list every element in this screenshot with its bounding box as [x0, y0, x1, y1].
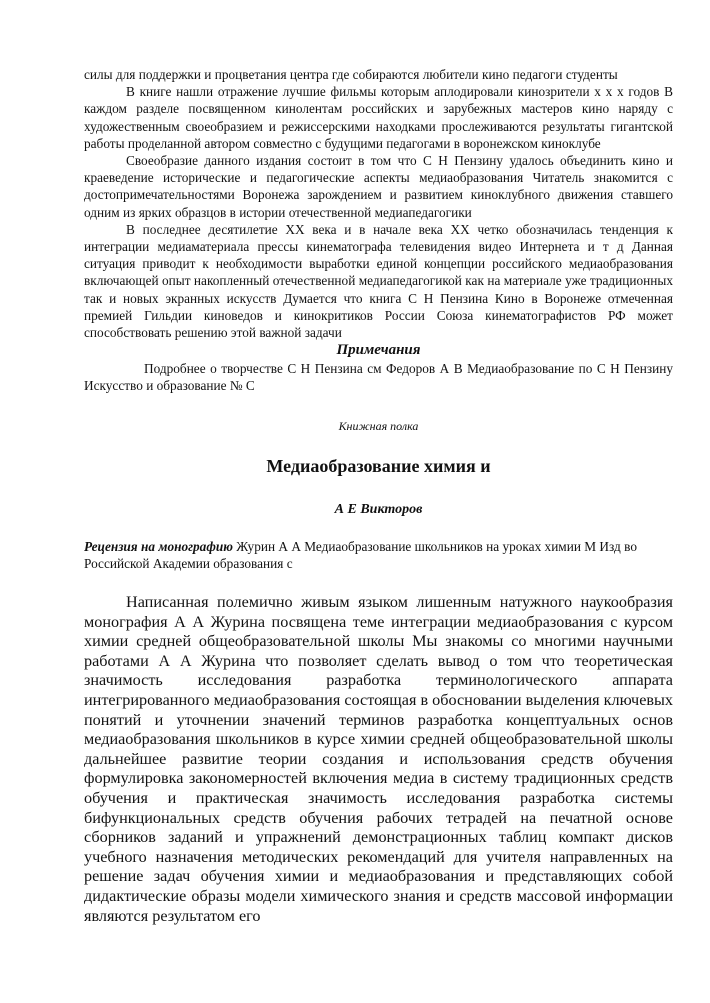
paragraph: силы для поддержки и процветания центра где собираются любители кино педагоги студенты	[84, 67, 618, 82]
review-text: Журин А А Медиаобразование школьников на уроках химии М Изд во Российской Академии образования с	[84, 538, 637, 571]
paragraph: В книге нашли отражение лучшие фильмы которым аплодировали кинозрители x x x годов В каждом разделе посвященном кинолентам российских и зарубежных мастеров кино наряду с художественным своеобразием и режиссерскими находками прослеживаются результаты гигантской работы проделанной автором совместно с будущими педагогами в воронежском киноклубе	[84, 84, 673, 151]
review-label: Рецензия на монографию	[84, 538, 233, 554]
review-reference	[84, 538, 673, 572]
article-body: Написанная полемично живым языком лишенным натужного наукообразия монография А А Журина посвящена теме интеграции медиаобразования с курсом химии средней общеобразовательной школы Мы знакомы со многими научными работами А А Журина что позволяет сделать вывод о том что теоретическая значимость исследования разработка терминологического аппарата интегрированного медиаобразования состоящая в обосновании выделения ключевых понятий и уточнении значений терминов разработка концептуальных основ медиаобразования школьников в курсе химии средней общеобразовательной школы дальнейшее развитие теории создания и использования средств обучения формулировка закономерностей включения медиа в систему традиционных средств обучения и практическая значимость исследования разработка системы бифункциональных средств обучения рабочих тетрадей на печатной основе сборников заданий и упражнений демонстрационных таблиц компакт дисков учебного назначения методических рекомендаций для учителя направленных на решение задач обучения химии и медиаобразования и представляющих собой дидактические образы модели химического знания и средств массовой информации являются результатом его	[84, 593, 673, 925]
article-title: Медиаобразование химия и	[266, 455, 491, 476]
section-label: Книжная полка	[338, 418, 419, 433]
previous-article-text	[84, 66, 673, 341]
article-author: А Е Викторов	[334, 501, 423, 517]
paragraph: В последнее десятилетие XX века и в начале века XX четко обозначилась тенденция к интеграции медиаматериала прессы кинематографа телевидения видео Интернета и т д Данная ситуация приводит к необходимости выработки единой концепции российского медиаобразования включающей опыт накопленный отечественной медиапедагогикой как на материале уже традиционных так и новых экранных искусств Думается что книга С Н Пензина Кино в Воронеже отмеченная премией Гильдии киноведов и кинокритиков России Союза кинематографистов РФ может способствовать решению этой важной задачи	[84, 221, 673, 341]
paragraph: Своеобразие данного издания состоит в том что С Н Пензину удалось объединить кино и краеведение исторические и педагогические аспекты медиаобразования Читатель знакомится с достопримечательностями Воронежа зарождением и развитием киноклубного движения ставшего одним из ярких образцов в истории отечественной медиапедагогики	[84, 153, 673, 220]
notes-heading: Примечания	[336, 342, 421, 359]
document-page	[84, 66, 673, 926]
note-text: Подробнее о творчестве С Н Пензина см Федоров А В Медиаобразование по С Н Пензину Искусство и образование № С	[84, 361, 673, 394]
